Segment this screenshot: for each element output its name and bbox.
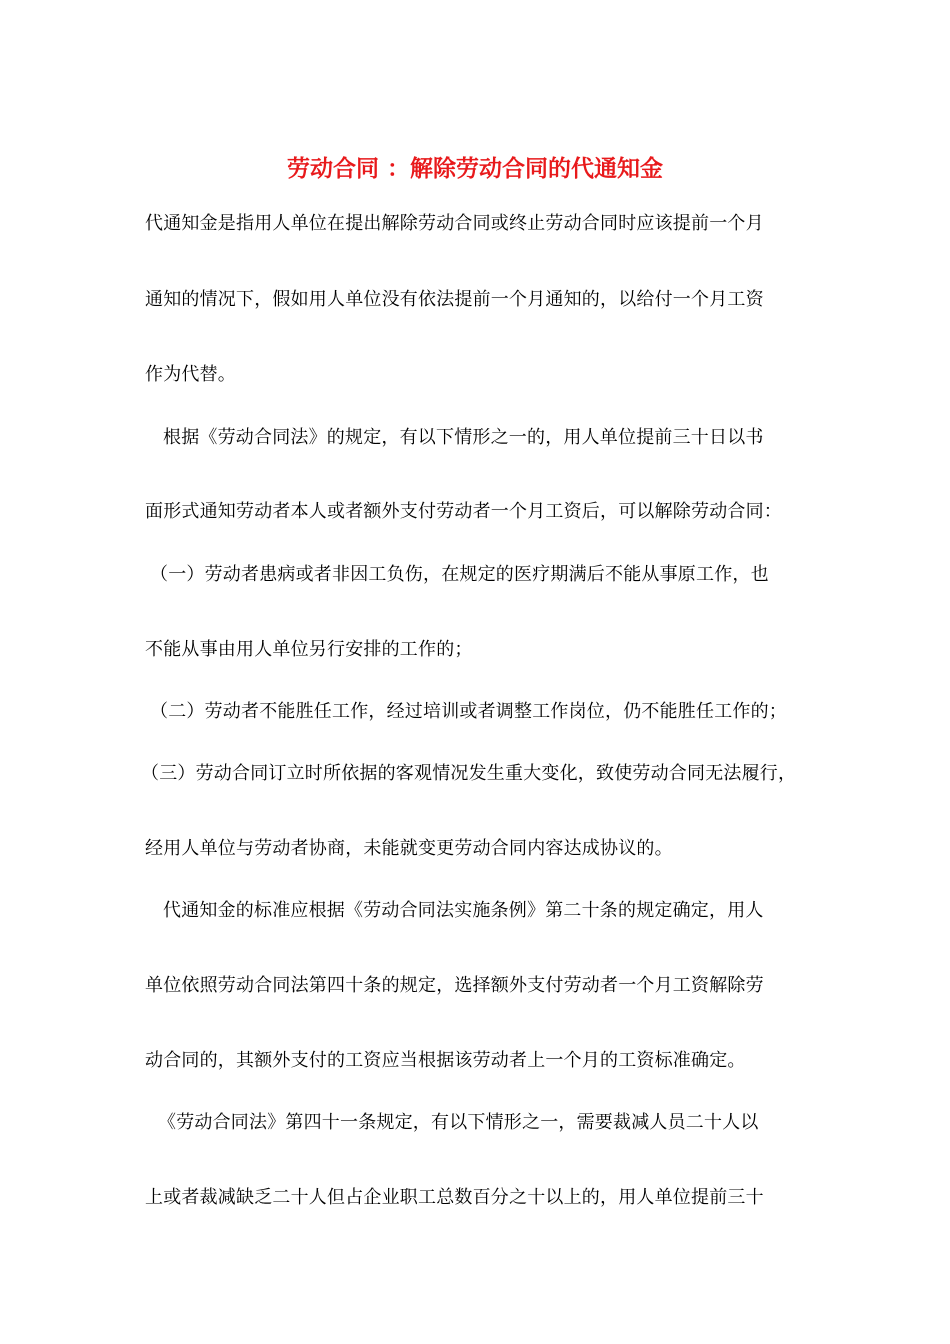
body-line: 面形式通知劳动者本人或者额外支付劳动者一个月工资后，可以解除劳动合同： bbox=[145, 501, 782, 522]
body-line: 动合同的，其额外支付的工资应当根据该劳动者上一个月的工资标准确定。 bbox=[145, 1050, 746, 1071]
body-line: 《劳动合同法》第四十一条规定，有以下情形之一，需要裁减人员二十人以 bbox=[158, 1112, 759, 1133]
body-line: 上或者裁减缺乏二十人但占企业职工总数百分之十以上的，用人单位提前三十 bbox=[145, 1187, 764, 1208]
body-line: 代通知金是指用人单位在提出解除劳动合同或终止劳动合同时应该提前一个月 bbox=[145, 213, 764, 234]
body-line: （一）劳动者患病或者非因工负伤，在规定的医疗期满后不能从事原工作，也 bbox=[150, 564, 769, 585]
body-line: 代通知金的标准应根据《劳动合同法实施条例》第二十条的规定确定，用人 bbox=[163, 900, 764, 921]
body-line: 单位依照劳动合同法第四十条的规定，选择额外支付劳动者一个月工资解除劳 bbox=[145, 975, 764, 996]
body-line: 通知的情况下，假如用人单位没有依法提前一个月通知的，以给付一个月工资 bbox=[145, 289, 764, 310]
body-line: 作为代替。 bbox=[145, 364, 236, 385]
body-line: 根据《劳动合同法》的规定，有以下情形之一的，用人单位提前三十日以书 bbox=[163, 427, 764, 448]
body-line: 不能从事由用人单位另行安排的工作的； bbox=[145, 639, 473, 660]
body-line: （二）劳动者不能胜任工作，经过培训或者调整工作岗位，仍不能胜任工作的； bbox=[150, 701, 787, 722]
body-line: （三）劳动合同订立时所依据的客观情况发生重大变化，致使劳动合同无法履行， bbox=[141, 763, 797, 784]
document-title: 劳动合同 ：解除劳动合同的代通知金 bbox=[286, 156, 663, 182]
body-line: 经用人单位与劳动者协商，未能就变更劳动合同内容达成协议的。 bbox=[145, 838, 673, 859]
